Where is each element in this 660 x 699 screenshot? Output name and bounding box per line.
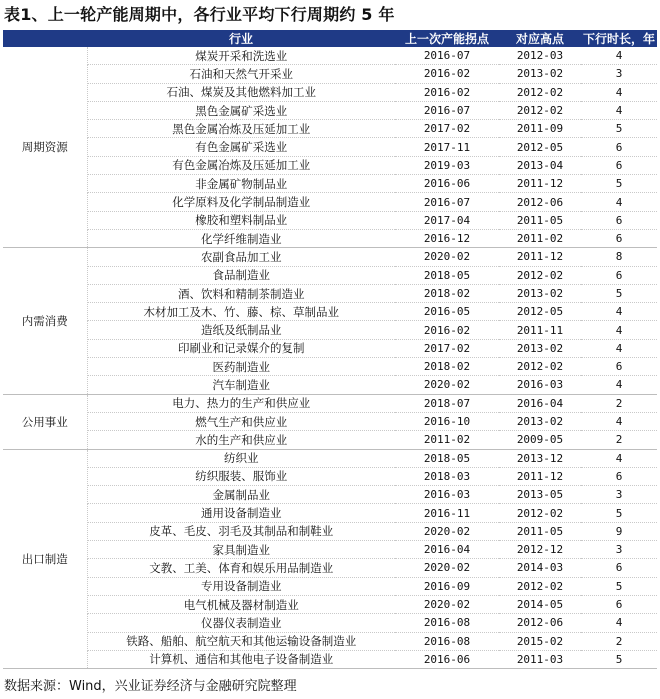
- inflection-cell: 2019-03: [395, 156, 499, 174]
- duration-cell: 4: [581, 376, 657, 394]
- table-row: [3, 83, 657, 101]
- industry-cell: 石油、煤炭及其他燃料加工业: [87, 83, 395, 101]
- inflection-cell: 2016-09: [395, 577, 499, 595]
- peak-cell: 2011-12: [499, 467, 581, 485]
- duration-cell: 5: [581, 175, 657, 193]
- table-row: [3, 266, 657, 284]
- table-row: [3, 504, 657, 522]
- peak-cell: 2013-02: [499, 339, 581, 357]
- industry-cell: 造纸及纸制品业: [87, 321, 395, 339]
- inflection-cell: 2018-07: [395, 394, 499, 412]
- table-row: [3, 431, 657, 449]
- duration-cell: 6: [581, 595, 657, 613]
- inflection-cell: 2017-02: [395, 120, 499, 138]
- table-row: [3, 522, 657, 540]
- peak-cell: 2012-02: [499, 83, 581, 101]
- table-row: [3, 65, 657, 83]
- industry-cell: 化学纤维制造业: [87, 229, 395, 247]
- duration-cell: 4: [581, 321, 657, 339]
- duration-cell: 6: [581, 358, 657, 376]
- peak-cell: 2011-03: [499, 650, 581, 668]
- duration-cell: 2: [581, 431, 657, 449]
- duration-cell: 5: [581, 120, 657, 138]
- header-group: [3, 30, 87, 47]
- duration-cell: 4: [581, 412, 657, 430]
- peak-cell: 2014-03: [499, 559, 581, 577]
- inflection-cell: 2017-02: [395, 339, 499, 357]
- table-row: [3, 358, 657, 376]
- duration-cell: 6: [581, 467, 657, 485]
- peak-cell: 2011-05: [499, 522, 581, 540]
- inflection-cell: 2018-02: [395, 358, 499, 376]
- inflection-cell: 2018-03: [395, 467, 499, 485]
- header-row: [3, 30, 657, 47]
- table-row: [3, 577, 657, 595]
- peak-cell: 2014-05: [499, 595, 581, 613]
- peak-cell: 2011-11: [499, 321, 581, 339]
- table-row: [3, 559, 657, 577]
- duration-cell: 3: [581, 541, 657, 559]
- industry-cell: 纺织业: [87, 449, 395, 467]
- peak-cell: 2012-02: [499, 266, 581, 284]
- inflection-cell: 2011-02: [395, 431, 499, 449]
- header-duration: 下行时长，年: [582, 32, 655, 46]
- table-body: [3, 47, 657, 669]
- inflection-cell: 2018-05: [395, 449, 499, 467]
- peak-cell: 2016-04: [499, 394, 581, 412]
- peak-cell: 2011-05: [499, 211, 581, 229]
- duration-cell: 4: [581, 47, 657, 65]
- peak-cell: 2012-12: [499, 541, 581, 559]
- industry-cell: 家具制造业: [87, 541, 395, 559]
- inflection-cell: 2016-07: [395, 193, 499, 211]
- industry-cell: 皮革、毛皮、羽毛及其制品和制鞋业: [87, 522, 395, 540]
- duration-cell: 6: [581, 559, 657, 577]
- industry-cell: 酒、饮料和精制茶制造业: [87, 284, 395, 302]
- duration-cell: 5: [581, 284, 657, 302]
- table-row: [3, 449, 657, 467]
- duration-cell: 6: [581, 211, 657, 229]
- header-peak: 对应高点: [499, 30, 581, 47]
- peak-cell: 2016-03: [499, 376, 581, 394]
- table-row: [3, 595, 657, 613]
- duration-cell: 6: [581, 156, 657, 174]
- table-row: [3, 175, 657, 193]
- industry-cell: 煤炭开采和洗选业: [87, 47, 395, 65]
- inflection-cell: 2020-02: [395, 248, 499, 266]
- table-row: [3, 211, 657, 229]
- table-row: [3, 486, 657, 504]
- duration-cell: 2: [581, 394, 657, 412]
- industry-cell: 印刷业和记录媒介的复制: [87, 339, 395, 357]
- inflection-cell: 2016-02: [395, 65, 499, 83]
- industry-cell: 木材加工及木、竹、藤、棕、草制品业: [87, 303, 395, 321]
- table-row: [3, 632, 657, 650]
- industry-cell: 纺织服装、服饰业: [87, 467, 395, 485]
- inflection-cell: 2020-02: [395, 559, 499, 577]
- peak-cell: 2012-05: [499, 138, 581, 156]
- duration-cell: 4: [581, 101, 657, 119]
- table-row: [3, 156, 657, 174]
- inflection-cell: 2016-04: [395, 541, 499, 559]
- peak-cell: 2012-03: [499, 47, 581, 65]
- industry-cell: 黑色金属矿采选业: [87, 101, 395, 119]
- peak-cell: 2012-02: [499, 358, 581, 376]
- industry-cell: 文教、工美、体育和娱乐用品制造业: [87, 559, 395, 577]
- industry-cell: 电力、热力的生产和供应业: [87, 394, 395, 412]
- table-row: [3, 467, 657, 485]
- industry-cell: 医药制造业: [87, 358, 395, 376]
- peak-cell: 2011-02: [499, 229, 581, 247]
- duration-cell: 4: [581, 303, 657, 321]
- industry-cell: 黑色金属冶炼及压延加工业: [87, 120, 395, 138]
- industry-cell: 水的生产和供应业: [87, 431, 395, 449]
- peak-cell: 2013-02: [499, 412, 581, 430]
- duration-cell: 4: [581, 614, 657, 632]
- peak-cell: 2012-06: [499, 614, 581, 632]
- duration-cell: 2: [581, 632, 657, 650]
- table-row: [3, 614, 657, 632]
- source-note: 数据来源：Wind，兴业证券经济与金融研究院整理: [4, 679, 297, 695]
- inflection-cell: 2017-04: [395, 211, 499, 229]
- peak-cell: 2012-02: [499, 577, 581, 595]
- table-row: [3, 229, 657, 247]
- duration-cell: 5: [581, 577, 657, 595]
- duration-cell: 4: [581, 193, 657, 211]
- inflection-cell: 2016-03: [395, 486, 499, 504]
- industry-cell: 石油和天然气开采业: [87, 65, 395, 83]
- table-title: 表1、上一轮产能周期中，各行业平均下行周期约 5 年: [4, 5, 395, 24]
- table-row: [3, 412, 657, 430]
- peak-cell: 2011-12: [499, 175, 581, 193]
- industry-cell: 食品制造业: [87, 266, 395, 284]
- industry-cell: 农副食品加工业: [87, 248, 395, 266]
- duration-cell: 4: [581, 449, 657, 467]
- table-row: [3, 138, 657, 156]
- industry-cell: 非金属矿物制品业: [87, 175, 395, 193]
- peak-cell: 2013-12: [499, 449, 581, 467]
- peak-cell: 2012-02: [499, 504, 581, 522]
- industry-cell: 燃气生产和供应业: [87, 412, 395, 430]
- inflection-cell: 2020-02: [395, 595, 499, 613]
- duration-cell: 5: [581, 650, 657, 668]
- peak-cell: 2012-06: [499, 193, 581, 211]
- peak-cell: 2013-02: [499, 284, 581, 302]
- duration-cell: 9: [581, 522, 657, 540]
- inflection-cell: 2018-05: [395, 266, 499, 284]
- duration-cell: 4: [581, 83, 657, 101]
- table-row: [3, 284, 657, 302]
- duration-cell: 8: [581, 248, 657, 266]
- inflection-cell: 2016-08: [395, 632, 499, 650]
- inflection-cell: 2016-08: [395, 614, 499, 632]
- inflection-cell: 2016-06: [395, 650, 499, 668]
- table-row: [3, 248, 657, 266]
- table-row: [3, 120, 657, 138]
- inflection-cell: 2016-07: [395, 47, 499, 65]
- peak-cell: 2015-02: [499, 632, 581, 650]
- industry-cell: 汽车制造业: [87, 376, 395, 394]
- header-industry: 行业: [87, 30, 395, 47]
- group-label: 内需消费: [3, 248, 87, 394]
- inflection-cell: 2016-11: [395, 504, 499, 522]
- peak-cell: 2011-09: [499, 120, 581, 138]
- table-row: [3, 303, 657, 321]
- group-label: 公用事业: [3, 394, 87, 449]
- inflection-cell: 2016-05: [395, 303, 499, 321]
- industry-cell: 铁路、船舶、航空航天和其他运输设备制造业: [87, 632, 395, 650]
- header-inflection: 上一次产能拐点: [395, 30, 499, 47]
- duration-cell: 3: [581, 65, 657, 83]
- table-row: [3, 339, 657, 357]
- industry-cell: 有色金属矿采选业: [87, 138, 395, 156]
- industry-cell: 计算机、通信和其他电子设备制造业: [87, 650, 395, 668]
- industry-cell: 化学原料及化学制品制造业: [87, 193, 395, 211]
- industry-cell: 通用设备制造业: [87, 504, 395, 522]
- duration-cell: 6: [581, 266, 657, 284]
- industry-cell: 仪器仪表制造业: [87, 614, 395, 632]
- table-row: [3, 394, 657, 412]
- table-row: [3, 541, 657, 559]
- inflection-cell: 2016-10: [395, 412, 499, 430]
- industry-cell: 有色金属冶炼及压延加工业: [87, 156, 395, 174]
- inflection-cell: 2016-02: [395, 321, 499, 339]
- table-row: [3, 650, 657, 668]
- industry-cell: 电气机械及器材制造业: [87, 595, 395, 613]
- group-label: 周期资源: [3, 47, 87, 248]
- inflection-cell: 2018-02: [395, 284, 499, 302]
- peak-cell: 2013-05: [499, 486, 581, 504]
- inflection-cell: 2016-06: [395, 175, 499, 193]
- peak-cell: 2013-04: [499, 156, 581, 174]
- peak-cell: 2013-02: [499, 65, 581, 83]
- industry-cell: 金属制品业: [87, 486, 395, 504]
- inflection-cell: 2016-02: [395, 83, 499, 101]
- peak-cell: 2012-02: [499, 101, 581, 119]
- duration-cell: 4: [581, 339, 657, 357]
- inflection-cell: 2016-07: [395, 101, 499, 119]
- table-row: [3, 321, 657, 339]
- table-row: [3, 193, 657, 211]
- duration-cell: 6: [581, 229, 657, 247]
- inflection-cell: 2016-12: [395, 229, 499, 247]
- industry-cell: 专用设备制造业: [87, 577, 395, 595]
- industry-cell: 橡胶和塑料制品业: [87, 211, 395, 229]
- inflection-cell: 2020-02: [395, 376, 499, 394]
- peak-cell: 2011-12: [499, 248, 581, 266]
- duration-cell: 3: [581, 486, 657, 504]
- table-row: [3, 101, 657, 119]
- group-label: 出口制造: [3, 449, 87, 669]
- inflection-cell: 2017-11: [395, 138, 499, 156]
- industry-cycle-table: [3, 30, 657, 669]
- peak-cell: 2012-05: [499, 303, 581, 321]
- duration-cell: 5: [581, 504, 657, 522]
- inflection-cell: 2020-02: [395, 522, 499, 540]
- table-row: [3, 376, 657, 394]
- table-row: [3, 47, 657, 65]
- duration-cell: 6: [581, 138, 657, 156]
- peak-cell: 2009-05: [499, 431, 581, 449]
